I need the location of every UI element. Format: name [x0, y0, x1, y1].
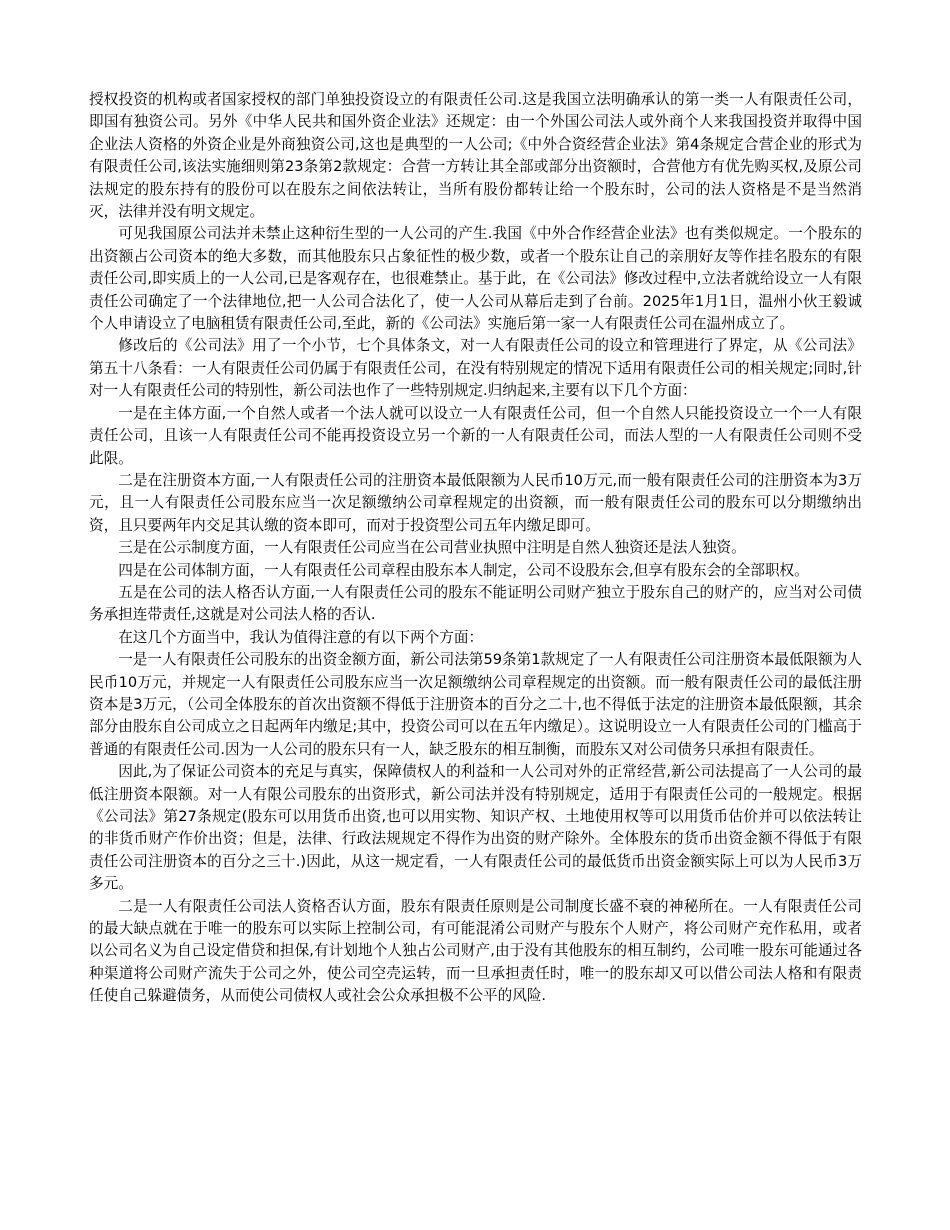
- paragraph: 授权投资的机构或者国家授权的部门单独投资设立的有限责任公司.这是我国立法明确承认的第一类一人有限责任公司，即国有独资公司。另外《中华人民共和国外资企业法》还规定：由一个外国公司法人或外商个人来我国投资并取得中国企业法人资格的外资企业是外商独资公司,这也是典型的一人公司;《中外合资经营企业法》第4条规定合营企业的形式为有限责任公司,该法实施细则第23条第2款规定：合营一方转让其全部或部分出资额时，合营他方有优先购买权,及原公司法规定的股东持有的股份可以在股东之间依法转让，当所有股份都转让给一个股东时，公司的法人资格是不是当然消灭，法律并没有明文规定。: [89, 91, 862, 221]
- paragraph: 在这几个方面当中，我认为值得注意的有以下两个方面：: [118, 628, 484, 646]
- paragraph: 可见我国原公司法并未禁止这种衍生型的一人公司的产生.我国《中外合作经营企业法》也有类似规定。一个股东的出资额占公司资本的绝大多数，而其他股东只占象征性的极少数，或者一个股东让自己的亲朋好友等作挂名股东的有限责任公司,即实质上的一人公司,已是客观存在，也很难禁止。基于此，在《公司法》修改过程中,立法者就给设立一人有限责任公司确定了一个法律地位,把一人公司合法化了，使一人公司从幕后走到了台前。2025年1月1日，温州小伙王毅诚个人申请设立了电脑租赁有限责任公司,至此，新的《公司法》实施后第一家一人有限责任公司在温州成立了。: [89, 225, 862, 333]
- paragraph: 二是在注册资本方面,一人有限责任公司的注册资本最低限额为人民币10万元,而一般有限责任公司的注册资本为3万元，且一人有限责任公司股东应当一次足额缴纳公司章程规定的出资额，而一般有限责任公司的股东可以分期缴纳出资，且只要两年内交足其认缴的资本即可，而对于投资型公司五年内缴足即可。: [89, 471, 862, 534]
- paragraph: 二是一人有限责任公司法人资格否认方面，股东有限责任原则是公司制度长盛不衰的神秘所在。一人有限责任公司的最大缺点就在于唯一的股东可以实际上控制公司，有可能混淆公司财产与股东个人财产，将公司财产充作私用，或者以公司名义为自己设定借贷和担保,有计划地个人独占公司财产,由于没有其他股东的相互制约，公司唯一股东可能通过各种渠道将公司财产流失于公司之外，使公司空壳运转，而一旦承担责任时，唯一的股东却又可以借公司法人格和有限责任使自己躲避债务，从而使公司债权人或社会公众承担极不公平的风险.: [89, 897, 862, 1005]
- paragraph: 因此,为了保证公司资本的充足与真实，保障债权人的利益和一人公司对外的正常经营,新公司法提高了一人公司的最低注册资本限额。对一人有限公司股东的出资形式，新公司法并没有特别规定，适用于有限责任公司的一般规定。根据《公司法》第27条规定(股东可以用货币出资,也可以用实物、知识产权、土地使用权等可以用货币估价并可以依法转让的非货币财产作价出资；但是，法律、行政法规规定不得作为出资的财产除外。全体股东的货币出资金额不得低于有限责任公司注册资本的百分之三十.)因此，从这一规定看，一人有限责任公司的最低货币出资金额实际上可以为人民币3万多元。: [89, 763, 862, 893]
- paragraph: 四是在公司体制方面，一人有限责任公司章程由股东本人制定，公司不设股东会,但享有股东会的全部职权。: [118, 561, 809, 579]
- paragraph: 一是在主体方面,一个自然人或者一个法人就可以设立一人有限责任公司，但一个自然人只能投资设立一个一人有限责任公司，且该一人有限责任公司不能再投资设立另一个新的一人有限责任公司，而法人型的一人有限责任公司则不受此限。: [89, 404, 862, 467]
- paragraph: 三是在公示制度方面，一人有限责任公司应当在公司营业执照中注明是自然人独资还是法人独资。: [118, 539, 746, 557]
- paragraph: 一是一人有限责任公司股东的出资金额方面，新公司法第59条第1款规定了一人有限责任公司注册资本最低限额为人民币10万元，并规定一人有限责任公司股东应当一次足额缴纳公司章程规定的出资额。而一般有限责任公司的最低注册资本是3万元，（公司全体股东的首次出资额不得低于注册资本的百分之二十,也不得低于法定的注册资本最低限额，其余部分由股东自公司成立之日起两年内缴足;其中，投资公司可以在五年内缴足）。这说明设立一人有限责任公司的门槛高于普通的有限责任公司.因为一人公司的股东只有一人，缺乏股东的相互制衡，而股东又对公司债务只承担有限责任。: [89, 651, 862, 758]
- paragraph: 五是在公司的法人格否认方面,一人有限责任公司的股东不能证明公司财产独立于股东自己的财产的，应当对公司债务承担连带责任,这就是对公司法人格的否认.: [89, 583, 862, 624]
- paragraph: 修改后的《公司法》用了一个小节，七个具体条文，对一人有限责任公司的设立和管理进行了界定，从《公司法》第五十八条看：一人有限责任公司仍属于有限责任公司，在没有特别规定的情况下适用有限责任公司的相关规定;同时,针对一人有限责任公司的特别性，新公司法也作了一些特别规定.归纳起来,主要有以下几个方面：: [89, 337, 862, 400]
- document-body: [89, 89, 862, 1008]
